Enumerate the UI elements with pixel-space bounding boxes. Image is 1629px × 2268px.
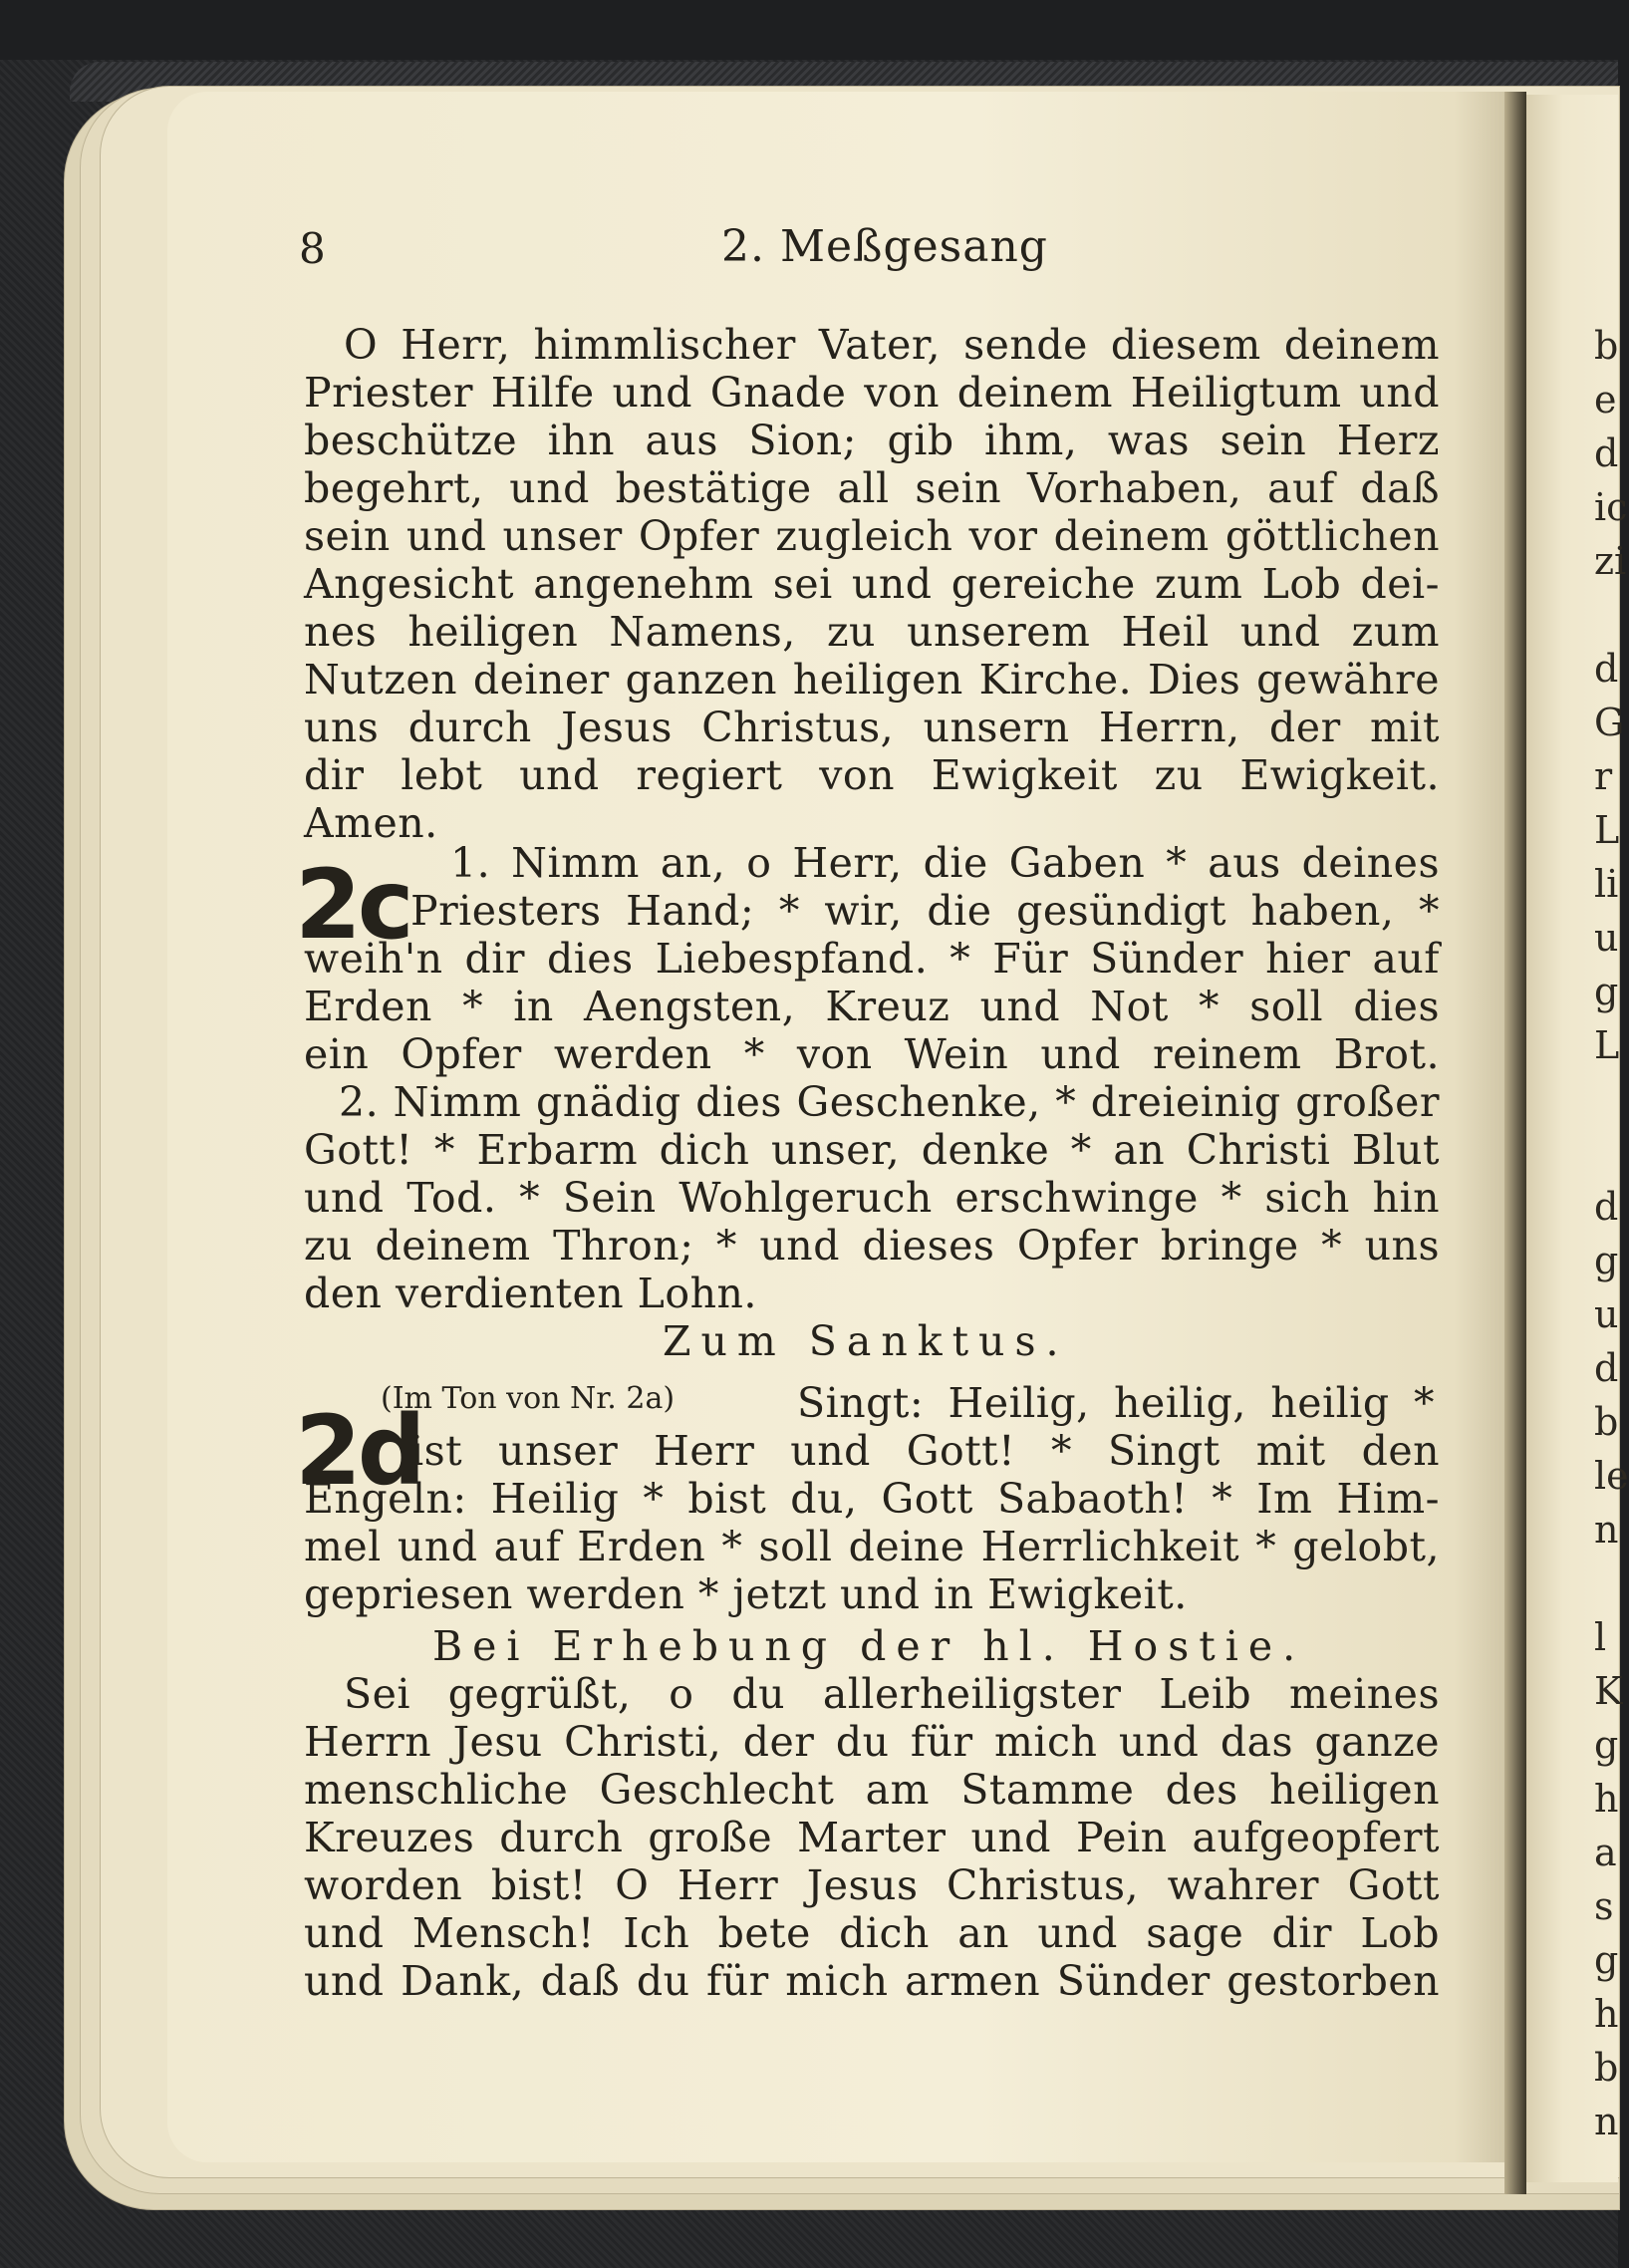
text-line: Priester Hilfe und Gnade von deinem Heiligtum und — [304, 369, 1440, 417]
right-page-fragment: u — [1594, 916, 1619, 960]
right-page-fragment: h — [1594, 1992, 1619, 2036]
right-page-fragment: s — [1594, 1884, 1614, 1928]
text-line: Amen. — [304, 799, 438, 847]
right-page-fragment — [1594, 588, 1618, 642]
hymn-2d-first-line: Singt: Heilig, heilig, heilig * — [797, 1379, 1435, 1427]
text-line: beschütze ihn aus Sion; gib ihm, was sein Herz — [304, 417, 1440, 464]
text-line: Engeln: Heilig * bist du, Gott Sabaoth! * Im Him- — [304, 1475, 1440, 1523]
text-line: sein und unser Opfer zugleich vor deinem göttlichen — [304, 512, 1440, 560]
right-page-fragment: b — [1594, 2046, 1619, 2090]
right-page-fragment — [1594, 1072, 1618, 1126]
right-page-fragment: li — [1594, 862, 1619, 906]
right-page-fragment: d — [1594, 431, 1619, 475]
right-page-fragment: h — [1594, 1777, 1619, 1821]
right-page-fragment: n — [1594, 2100, 1619, 2143]
right-page-fragment: b — [1594, 1400, 1619, 1444]
text-line: worden bist! O Herr Jesus Christus, wahrer Gott — [304, 1861, 1440, 1909]
hymn-number-2d: 2d — [295, 1395, 422, 1507]
text-line: menschliche Geschlecht am Stamme des heiligen — [304, 1766, 1440, 1814]
right-page-fragment — [1594, 1557, 1618, 1610]
right-page-fragment: b — [1594, 324, 1619, 368]
tune-note: (Im Ton von Nr. 2a) — [381, 1381, 676, 1416]
text-line: dir lebt und regiert von Ewigkeit zu Ewigkeit. — [304, 751, 1440, 799]
text-line: Sei gegrüßt, o du allerheiligster Leib meines — [344, 1670, 1440, 1718]
text-line: uns durch Jesus Christus, unsern Herrn, der mit — [304, 704, 1440, 751]
right-page-fragment: d — [1594, 647, 1619, 691]
right-page-fragment: d — [1594, 1346, 1619, 1390]
text-line: und Dank, daß du für mich armen Sünder gestorben — [304, 1957, 1440, 2005]
right-page-fragment: r — [1594, 754, 1613, 798]
text-line: den verdienten Lohn. — [304, 1270, 757, 1317]
right-page-fragment: K — [1594, 1669, 1623, 1713]
right-page-fragment: L — [1594, 808, 1620, 852]
text-line: 1. Nimm an, o Herr, die Gaben * aus deines — [450, 839, 1440, 887]
right-page-fragment — [1594, 1126, 1618, 1180]
right-page-fragment: l — [1594, 1615, 1607, 1659]
right-page-fragment: g — [1594, 1723, 1619, 1767]
text-line: O Herr, himmlischer Vater, sende diesem deinem — [344, 321, 1440, 369]
right-page-fragment: e — [1594, 378, 1617, 422]
text-line: Angesicht angenehm sei und gereiche zum Lob dei- — [304, 560, 1440, 608]
running-head: 2. Meßgesang — [721, 221, 1048, 272]
text-line: Priesters Hand; * wir, die gesündigt haben, * — [410, 887, 1440, 935]
text-line: gepriesen werden * jetzt und in Ewigkeit. — [304, 1570, 1188, 1618]
heading-sanktus: Zum Sanktus. — [663, 1317, 1069, 1365]
text-line: und Mensch! Ich bete dich an und sage dir Lob — [304, 1909, 1440, 1957]
right-page-fragment: ic — [1594, 485, 1628, 529]
page-number: 8 — [299, 224, 326, 273]
right-page-fragment: u — [1594, 1292, 1619, 1336]
right-page-fragment: g — [1594, 1938, 1619, 1982]
heading-hostie: Bei Erhebung der hl. Hostie. — [432, 1622, 1306, 1670]
text-line: mel und auf Erden * soll deine Herrlichkeit * gelobt, — [304, 1523, 1440, 1570]
text-line: Kreuzes durch große Marter und Pein aufgeopfert — [304, 1814, 1440, 1861]
right-page-fragment: a — [1594, 1831, 1617, 1874]
text-line: Nutzen deiner ganzen heiligen Kirche. Dies gewähre — [304, 656, 1440, 704]
right-page-fragment: d — [1594, 1185, 1619, 1229]
book-gutter — [1504, 92, 1526, 2194]
text-line: begehrt, und bestätige all sein Vorhaben, auf daß — [304, 464, 1440, 512]
text-line: 2. Nimm gnädig dies Geschenke, * dreieinig großer — [339, 1078, 1440, 1126]
text-line: nes heiligen Namens, zu unserem Heil und zum — [304, 608, 1440, 656]
right-page-fragment: L — [1594, 1023, 1620, 1067]
right-page-fragment: g — [1594, 1239, 1619, 1282]
text-line: Herrn Jesu Christi, der du für mich und das ganze — [304, 1718, 1440, 1766]
text-line: Erden * in Aengsten, Kreuz und Not * soll dies — [304, 983, 1440, 1030]
right-page-fragment: n — [1594, 1508, 1619, 1552]
right-page-fragment: zi — [1594, 539, 1627, 583]
hymn-number-2c: 2c — [295, 849, 410, 961]
right-page-fragment: le — [1594, 1454, 1629, 1498]
text-line: zu deinem Thron; * und dieses Opfer bringe * uns — [304, 1222, 1440, 1270]
text-line: Gott! * Erbarm dich unser, denke * an Christi Blut — [304, 1126, 1440, 1174]
right-page-fragment: g — [1594, 970, 1619, 1013]
text-line: weih'n dir dies Liebespfand. * Für Sünder hier auf — [304, 935, 1440, 983]
text-line: ist unser Herr und Gott! * Singt mit den — [410, 1427, 1440, 1475]
right-page-fragment: G — [1594, 701, 1625, 744]
text-line: und Tod. * Sein Wohlgeruch erschwinge * sich hin — [304, 1174, 1440, 1222]
right-page-text-fragments — [1594, 319, 1629, 2148]
text-line: ein Opfer werden * von Wein und reinem Brot. — [304, 1030, 1440, 1078]
